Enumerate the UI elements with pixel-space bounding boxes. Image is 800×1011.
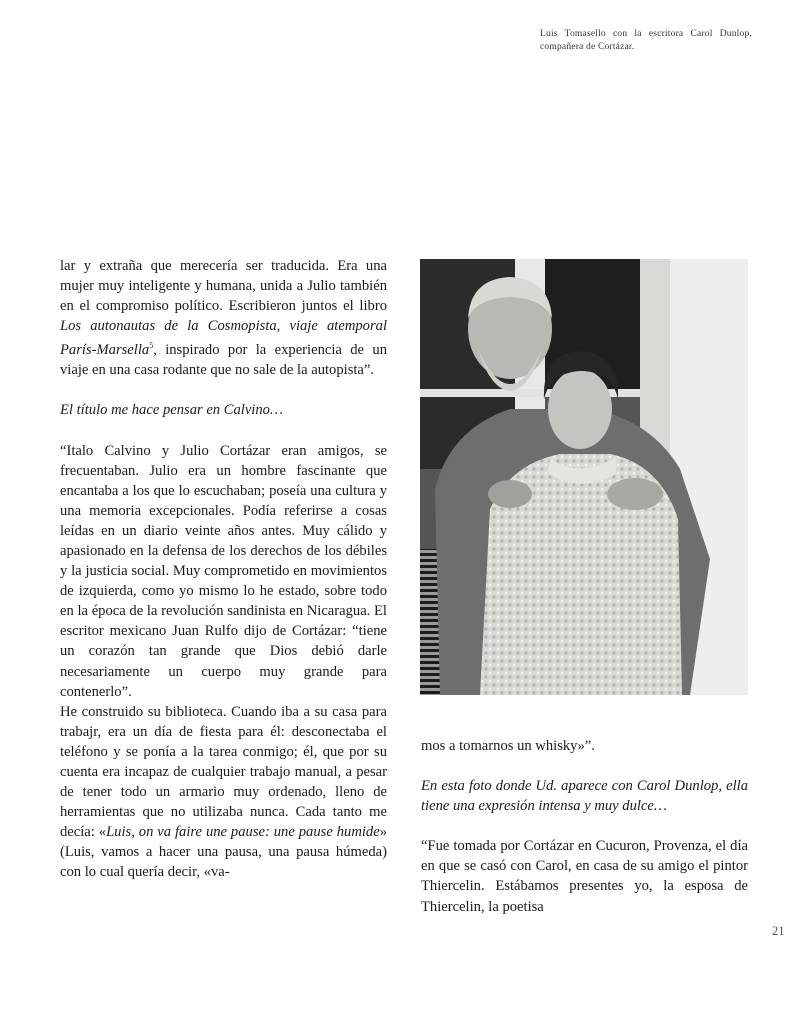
paragraph: He construido su biblioteca. Cuando iba a su casa para trabajr, era un día de fiesta para él: desconectaba el teléfono y se ponía a la tarea conmigo; él, que por su cuenta era incapaz de cualquier trabajo manual, a pesar de tener todo un armario muy ordenado, lleno de herramientas que no utilizaba nunca. Cada tanto me decía: «Luis, on va faire une pause: une pause humide» (Luis, vamos a hacer una pausa, una pausa húmeda) con lo cual quería decir, «va- (60, 703, 387, 881)
interview-question: El título me hace pensar en Calvino… (60, 402, 283, 419)
paragraph: mos a tomarnos un whisky»”. (421, 738, 595, 754)
left-column (60, 256, 387, 883)
photo-illustration (420, 259, 748, 695)
interview-question: En esta foto donde Ud. aparece con Carol Dunlop, ella tiene una expresión intensa y muy dulce… (421, 778, 748, 815)
book-title: Los autonautas de la Cosmopista, viaje atemporal París-Marsella (60, 318, 387, 359)
photo-caption: Luis Tomasello con la escritora Carol Dunlop, compañera de Cortázar. (540, 29, 752, 52)
right-column (421, 736, 748, 917)
paragraph: “Fue tomada por Cortázar en Cucuron, Provenza, el día en que se casó con Carol, en casa de su amigo el pintor Thiercelin. Estábamos presentes yo, la esposa de Thiercelin, la poetisa (421, 838, 748, 915)
page-number: 21 (772, 924, 785, 938)
paragraph: lar y extraña que merecería ser traducida. Era una mujer muy inteligente y humana, unida a Julio también en el compromiso político. Escribieron juntos el libro Los autonautas de la Cosmopista, viaje atemporal París-Marsella$^5$, inspirado por la experiencia de un viaje en una casa rodante que no sale de la autopista”. (60, 258, 387, 379)
french-quote: Luis, on va faire une pause: une pause humide (106, 824, 380, 841)
paragraph: “Italo Calvino y Julio Cortázar eran amigos, se frecuentaban. Julio era un hombre fascinante que encantaba a los que lo escuchaban; poseía una cultura y una memoria excepcionales. Podía referirse a cosas leídas en un diario veinte años antes. Muy cálido y apasionado en la defensa de los derechos de los débiles y la justicia social. Muy comprometido en movimientos de izquierda, como yo mismo lo he estado, sobre todo en la época de la revolución sandinista en Nicaragua. El escritor mexicano Juan Rulfo dijo de Cortázar: “tiene un corazón tan grande que Dios debió darle necesariamente un cuerpo muy grande para contenerlo”. (60, 442, 387, 700)
black-white-photo (420, 259, 748, 695)
footnote-ref: 5 (149, 341, 154, 351)
